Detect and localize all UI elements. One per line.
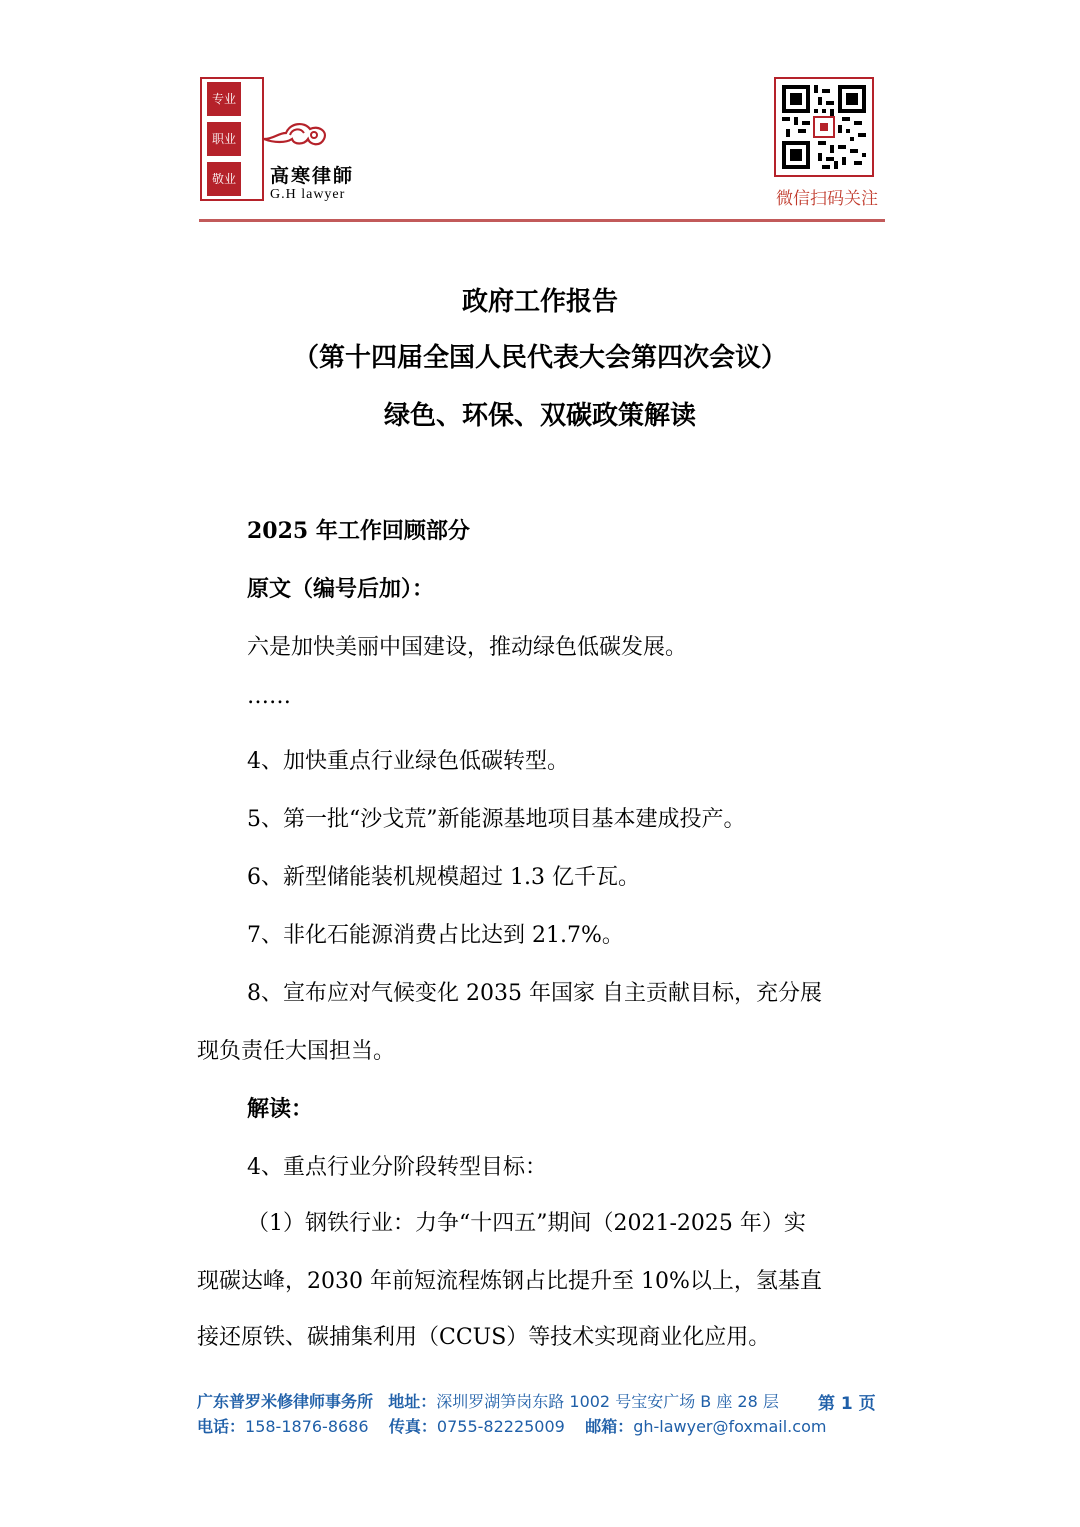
paragraph-continued: 接还原铁、碳捕集利用（CCUS）等技术实现商业化应用。 [197, 1325, 771, 1350]
address: 深圳罗湖笋岗东路 1002 号宝安广场 B 座 28 层 [436, 1392, 779, 1411]
document-subtitle: （第十四届全国人民代表大会第四次会议） [292, 343, 787, 373]
header-divider [199, 219, 885, 222]
list-item: 4、加快重点行业绿色低碳转型。 [247, 749, 569, 774]
paragraph: 六是加快美丽中国建设，推动绿色低碳发展。 [247, 635, 688, 660]
paragraph: 4、重点行业分阶段转型目标： [247, 1155, 547, 1180]
list-item: 8、宣布应对气候变化 2035 年国家 自主贡献目标，充分展 [247, 981, 822, 1006]
qr-code-icon [782, 85, 866, 169]
address-label: 地址： [388, 1392, 437, 1411]
footer-contact-line [197, 1414, 826, 1437]
email-label: 邮箱： [585, 1417, 634, 1436]
brand-name-en: G.H lawyer [270, 187, 346, 202]
page-number: 第 1 页 [818, 1394, 876, 1414]
list-item-continued: 现负责任大国担当。 [197, 1039, 396, 1064]
ellipsis: …… [247, 684, 291, 709]
list-item: 7、非化石能源消费占比达到 21.7%。 [247, 923, 624, 948]
paragraph-continued: 现碳达峰，2030 年前短流程炼钢占比提升至 10%以上，氢基直 [197, 1269, 822, 1294]
document-title: 政府工作报告 [461, 287, 618, 317]
email-link[interactable]: gh-lawyer@foxmail.com [633, 1417, 827, 1436]
brand-name: 高寒律師 [270, 165, 355, 187]
cloud-ornament-icon [260, 115, 330, 159]
logo-seal: 专业 [207, 82, 241, 116]
fax-label: 传真： [388, 1417, 437, 1436]
paragraph: （1）钢铁行业：力争“十四五”期间（2021-2025 年）实 [247, 1211, 806, 1236]
original-label: 原文（编号后加）： [247, 576, 435, 602]
firm-logo [200, 77, 370, 203]
phone-label: 电话： [197, 1417, 246, 1436]
phone: 158-1876-8686 [245, 1417, 369, 1436]
document-topic: 绿色、环保、双碳政策解读 [383, 401, 696, 431]
qr-code [774, 77, 874, 177]
firm-name: 广东普罗米修律师事务所 [197, 1392, 374, 1411]
qr-caption: 微信扫码关注 [776, 189, 878, 209]
logo-seal: 职业 [207, 122, 241, 156]
interpretation-label: 解读： [247, 1096, 314, 1122]
logo-seal: 敬业 [207, 162, 241, 196]
list-item: 6、新型储能装机规模超过 1.3 亿千瓦。 [247, 865, 640, 890]
fax: 0755-82225009 [436, 1417, 565, 1436]
section-heading: 2025 年工作回顾部分 [247, 518, 470, 544]
footer-address-line [197, 1389, 779, 1412]
list-item: 5、第一批“沙戈荒”新能源基地项目基本建成投产。 [247, 807, 746, 832]
